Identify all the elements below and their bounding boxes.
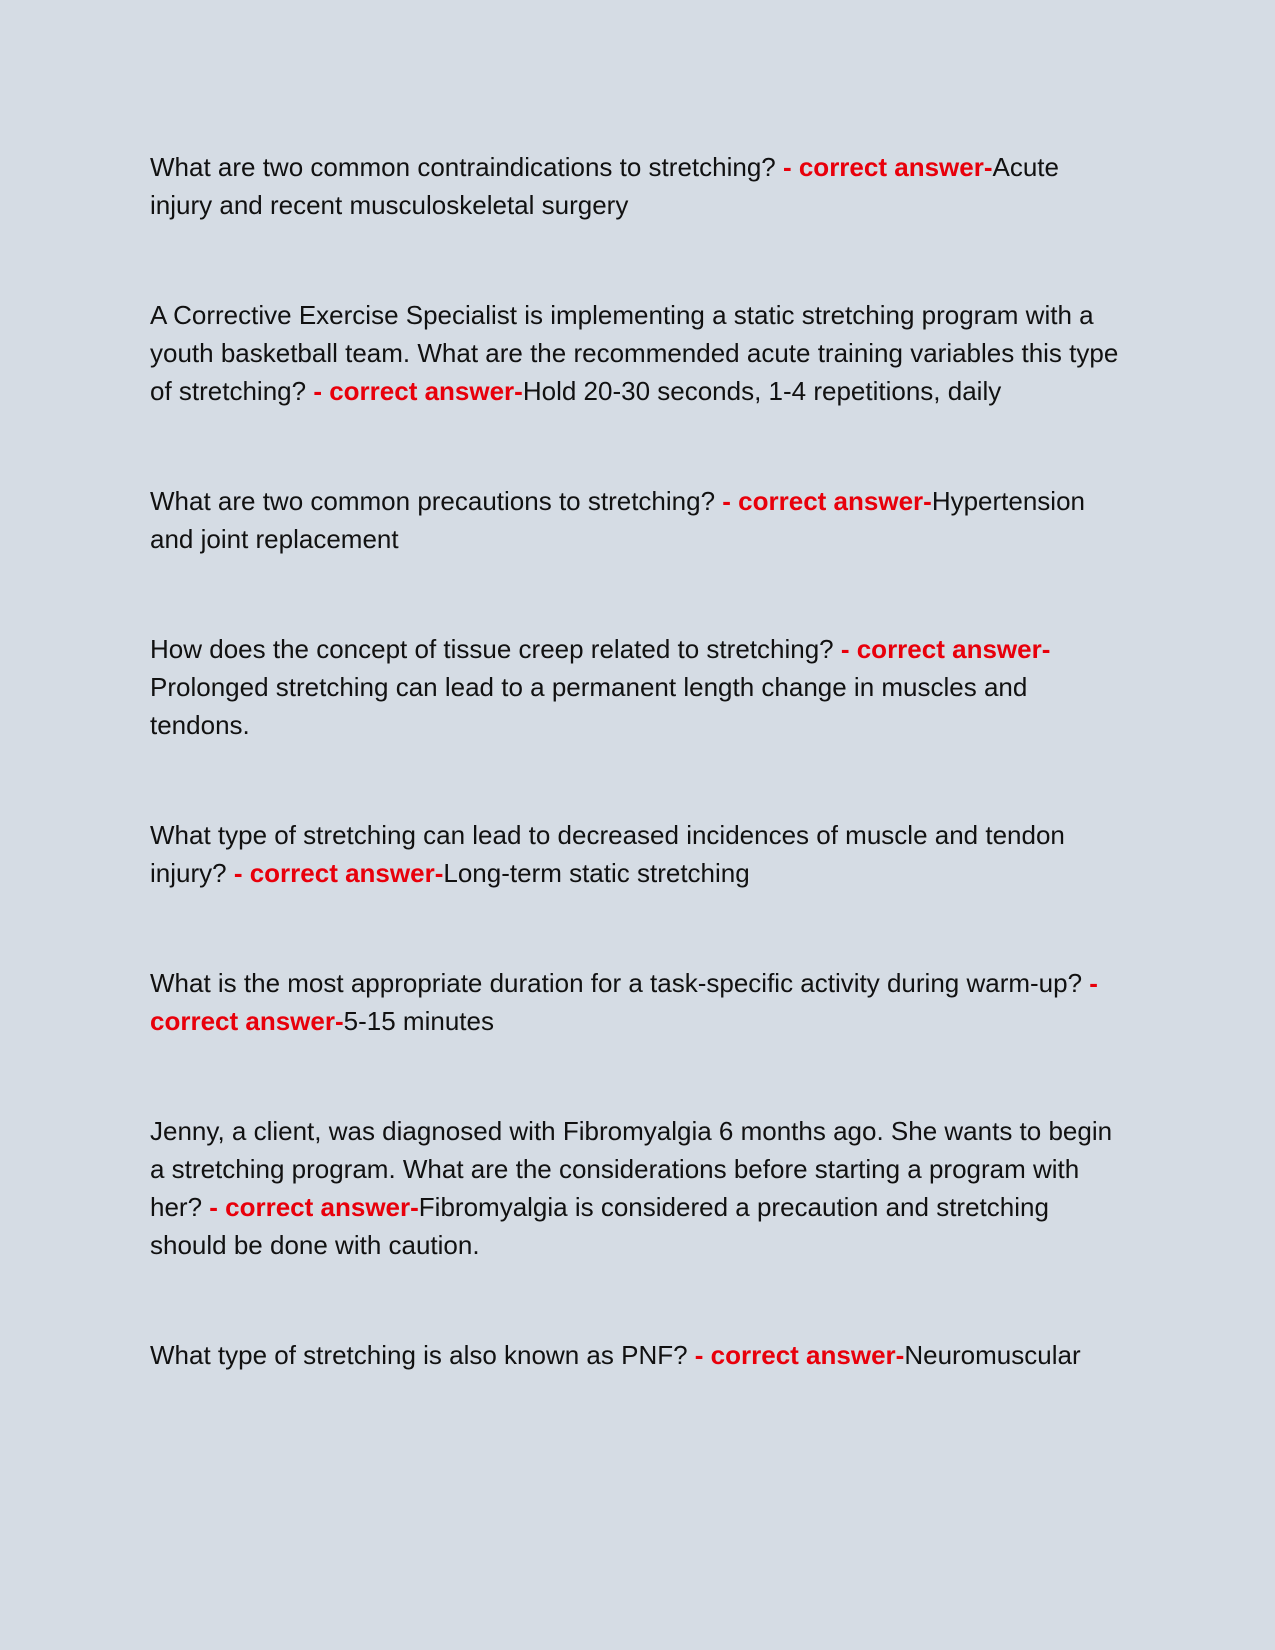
question-text: What is the most appropriate duration for a task-specific activity during warm-up? (150, 968, 1090, 998)
correct-answer-label: - correct answer- (840, 634, 1051, 664)
answer-text: 5-15 minutes (343, 1006, 494, 1036)
qa-item-1 (150, 148, 1125, 224)
correct-answer-label: - correct answer- (782, 152, 993, 182)
question-text: What type of stretching can lead to decreased incidences of muscle and tendon injury? (150, 820, 1065, 888)
question-text: A Corrective Exercise Specialist is implementing a static stretching program with a youth basketball team. What are the recommended acute training variables this type of stretching? (150, 300, 1119, 406)
question-text: What are two common precautions to stretching? (150, 486, 723, 516)
question-text: What are two common contraindications to stretching? (150, 152, 783, 182)
answer-text: Fibromyalgia is considered a precaution and stretching should be done with caution. (150, 1192, 1049, 1260)
answer-text: Prolonged stretching can lead to a permanent length change in muscles and tendons. (150, 672, 1028, 740)
answer-text: Hold 20-30 seconds, 1-4 repetitions, daily (522, 376, 1002, 406)
correct-answer-label: - correct answer- (150, 968, 1098, 1036)
qa-item-2 (150, 296, 1125, 410)
question-text: What type of stretching is also known as PNF? (150, 1340, 695, 1370)
qa-item-6 (150, 964, 1125, 1040)
correct-answer-label: - correct answer- (722, 486, 932, 516)
correct-answer-label: - correct answer- (313, 376, 523, 406)
answer-text: Neuromuscular (904, 1340, 1081, 1370)
correct-answer-label: - correct answer- (694, 1340, 905, 1370)
qa-item-5 (150, 816, 1125, 892)
answer-text: Hypertension and joint replacement (150, 486, 1086, 554)
question-text: How does the concept of tissue creep related to stretching? (150, 634, 841, 664)
answer-text: Acute injury and recent musculoskeletal surgery (150, 152, 1059, 220)
qa-item-4 (150, 630, 1125, 744)
question-text: Jenny, a client, was diagnosed with Fibromyalgia 6 months ago. She wants to begin a stretching program. What are the considerations before starting a program with her? (150, 1116, 1113, 1222)
qa-item-8 (150, 1336, 1125, 1374)
correct-answer-label: - correct answer- (233, 858, 444, 888)
qa-item-3 (150, 482, 1125, 558)
qa-item-7 (150, 1112, 1125, 1264)
correct-answer-label: - correct answer- (209, 1192, 419, 1222)
answer-text: Long-term static stretching (443, 858, 750, 888)
